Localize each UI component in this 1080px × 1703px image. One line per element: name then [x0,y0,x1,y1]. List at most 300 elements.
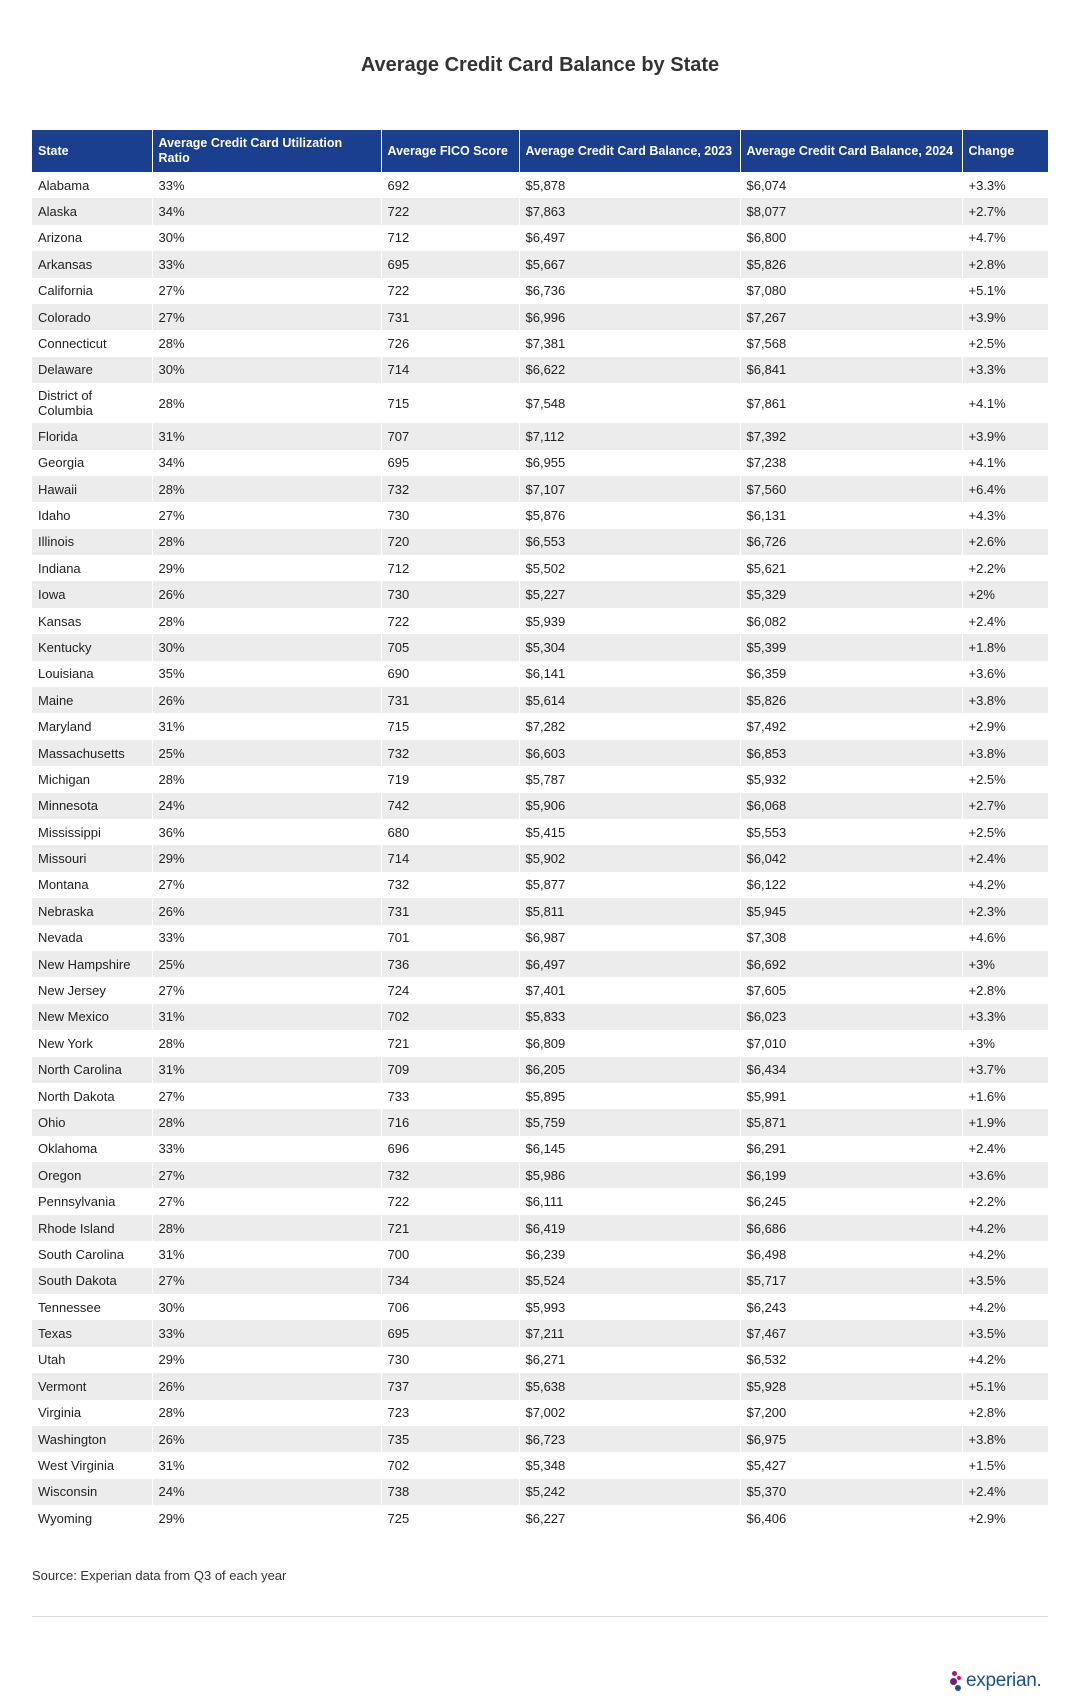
cell-fico-score: 690 [381,661,519,687]
cell-state: Wisconsin [32,1479,152,1505]
cell-balance-2024: $7,238 [740,450,962,476]
cell-balance-2024: $5,826 [740,687,962,713]
cell-balance-2024: $7,492 [740,713,962,739]
cell-balance-2024: $6,122 [740,872,962,898]
cell-balance-2024: $5,928 [740,1373,962,1399]
cell-balance-2024: $7,861 [740,383,962,423]
cell-utilization-ratio: 31% [152,713,381,739]
cell-balance-2024: $7,605 [740,977,962,1003]
cell-change: +3.8% [962,740,1048,766]
cell-balance-2023: $7,863 [519,198,740,224]
header-balance-2024: Average Credit Card Balance, 2024 [740,130,962,172]
cell-balance-2023: $7,548 [519,383,740,423]
table-row [32,819,1048,845]
cell-balance-2024: $5,871 [740,1109,962,1135]
cell-state: Connecticut [32,330,152,356]
table-row [32,529,1048,555]
cell-balance-2023: $5,227 [519,581,740,607]
cell-fico-score: 724 [381,977,519,1003]
cell-fico-score: 720 [381,529,519,555]
cell-balance-2023: $5,759 [519,1109,740,1135]
cell-utilization-ratio: 34% [152,450,381,476]
table-row [32,845,1048,871]
cell-fico-score: 700 [381,1241,519,1267]
cell-state: Delaware [32,357,152,383]
cell-fico-score: 680 [381,819,519,845]
cell-fico-score: 721 [381,1030,519,1056]
cell-utilization-ratio: 31% [152,1004,381,1030]
cell-utilization-ratio: 27% [152,1188,381,1214]
cell-change: +2.4% [968,613,1006,629]
experian-logo-text: experian. [966,1670,1042,1691]
table-row [32,357,1048,383]
cell-balance-2023: $6,553 [519,529,740,555]
cell-fico-score: 726 [381,330,519,356]
cell-state: Nevada [32,925,152,951]
cell-balance-2023: $6,111 [519,1188,740,1214]
cell-balance-2024: $5,717 [740,1268,962,1294]
table-row [32,555,1048,581]
cell-change: +3.6% [962,1162,1048,1188]
cell-balance-2023: $6,809 [519,1030,740,1056]
cell-balance-2023: $6,955 [519,450,740,476]
cell-change: +4.1% [968,455,1006,471]
table-row [32,1188,1048,1214]
cell-balance-2023: $7,002 [519,1400,740,1426]
cell-change: +2.8% [968,1405,1006,1421]
cell-state: New Mexico [32,1004,152,1030]
table-row [32,172,1048,198]
cell-state: Illinois [32,529,152,555]
cell-state: Texas [32,1320,152,1346]
cell-balance-2023: $5,502 [519,555,740,581]
cell-state: South Dakota [32,1268,152,1294]
cell-balance-2024: $7,200 [740,1400,962,1426]
cell-utilization-ratio: 27% [152,1268,381,1294]
cell-utilization-ratio: 30% [152,225,381,251]
cell-utilization-ratio: 28% [152,1109,381,1135]
header-change: Change [962,130,1048,172]
cell-utilization-ratio: 28% [152,1030,381,1056]
cell-balance-2024: $6,434 [740,1057,962,1083]
cell-change: +3.6% [968,666,1006,682]
cell-state: Kentucky [32,634,152,660]
cell-change: +2.6% [962,529,1048,555]
cell-utilization-ratio: 26% [152,581,381,607]
table-row [32,872,1048,898]
cell-state: South Carolina [32,1241,152,1267]
cell-fico-score: 732 [381,872,519,898]
cell-balance-2023: $5,348 [519,1452,740,1478]
cell-balance-2024: $6,023 [740,1004,962,1030]
cell-balance-2023: $7,112 [519,423,740,449]
cell-utilization-ratio: 27% [152,872,381,898]
cell-state: Alabama [32,172,152,198]
cell-balance-2024: $6,131 [740,502,962,528]
cell-balance-2024: $6,975 [740,1426,962,1452]
cell-fico-score: 721 [381,1215,519,1241]
page-title: Average Credit Card Balance by State [360,54,720,76]
cell-balance-2024: $6,243 [740,1294,962,1320]
cell-fico-score: 715 [381,383,519,423]
cell-change: +2% [962,581,1048,607]
cell-fico-score: 731 [381,304,519,330]
cell-balance-2023: $5,906 [519,793,740,819]
cell-change: +5.1% [962,1373,1048,1399]
cell-balance-2024: $6,359 [740,661,962,687]
cell-balance-2023: $5,878 [519,172,740,198]
cell-fico-score: 702 [381,1004,519,1030]
table-row [32,1083,1048,1109]
cell-change: +2.9% [968,1510,1006,1526]
cell-state: New Hampshire [32,951,152,977]
cell-change: +3.7% [962,1057,1048,1083]
cell-fico-score: 714 [381,845,519,871]
cell-balance-2023: $5,415 [519,819,740,845]
cell-balance-2024: $5,329 [740,581,962,607]
table-row [32,1136,1048,1162]
cell-fico-score: 742 [381,793,519,819]
cell-balance-2023: $6,227 [519,1505,740,1531]
cell-change: +3.5% [962,1320,1048,1346]
cell-utilization-ratio: 27% [152,304,381,330]
cell-balance-2023: $5,614 [519,687,740,713]
cell-change: +4.2% [968,1352,1006,1368]
cell-state: Indiana [32,555,152,581]
cell-balance-2024: $6,532 [740,1347,962,1373]
cell-state: Arizona [32,225,152,251]
cell-change: +2.8% [962,251,1048,277]
cell-state: West Virginia [32,1452,152,1478]
experian-logo-mark-icon [950,1670,964,1692]
cell-balance-2023: $5,939 [519,608,740,634]
cell-utilization-ratio: 36% [152,819,381,845]
cell-state: Maryland [32,713,152,739]
cell-utilization-ratio: 33% [152,172,381,198]
cell-change: +4.1% [968,395,1006,411]
table-row [32,502,1048,528]
cell-change: +2.9% [968,719,1006,735]
cell-utilization-ratio: 28% [152,476,381,502]
cell-balance-2024: $5,945 [740,898,962,924]
cell-change: +2.5% [968,771,1006,787]
cell-state: North Dakota [32,1083,152,1109]
table-row [32,661,1048,687]
cell-utilization-ratio: 29% [152,845,381,871]
table-row [32,450,1048,476]
cell-balance-2024: $5,826 [740,251,962,277]
cell-balance-2023: $5,986 [519,1162,740,1188]
cell-fico-score: 736 [381,951,519,977]
cell-utilization-ratio: 29% [152,1505,381,1531]
cell-state: Maine [32,687,152,713]
cell-change: +2.4% [962,1479,1048,1505]
cell-fico-score: 696 [381,1136,519,1162]
cell-change: +2.4% [962,845,1048,871]
cell-balance-2023: $5,787 [519,766,740,792]
table-row [32,1294,1048,1320]
table-row [32,793,1048,819]
table-row [32,1215,1048,1241]
table-row [32,1057,1048,1083]
cell-change: +1.8% [962,634,1048,660]
cell-balance-2023: $6,497 [519,225,740,251]
cell-change: +2.5% [968,336,1006,352]
cell-state: Rhode Island [32,1215,152,1241]
cell-state: North Carolina [32,1057,152,1083]
cell-state: Georgia [32,450,152,476]
cell-utilization-ratio: 30% [152,1294,381,1320]
cell-balance-2023: $6,419 [519,1215,740,1241]
table-row [32,1505,1048,1531]
header-utilization-ratio: Average Credit Card Utilization Ratio [152,130,381,172]
cell-balance-2024: $5,370 [740,1479,962,1505]
cell-balance-2023: $5,833 [519,1004,740,1030]
cell-change: +3.9% [962,423,1048,449]
cell-state: Virginia [32,1400,152,1426]
table-row [32,766,1048,792]
cell-balance-2023: $6,736 [519,278,740,304]
table-row [32,1030,1048,1056]
table-row [32,581,1048,607]
cell-state: Louisiana [32,661,152,687]
cell-state: New Jersey [32,977,152,1003]
table-row [32,1004,1048,1030]
table-row [32,198,1048,224]
cell-balance-2023: $5,876 [519,502,740,528]
cell-fico-score: 722 [381,1188,519,1214]
cell-utilization-ratio: 24% [152,1479,381,1505]
cell-fico-score: 712 [381,225,519,251]
table-row [32,1426,1048,1452]
cell-balance-2023: $6,622 [519,357,740,383]
cell-state: California [32,278,152,304]
cell-balance-2024: $6,841 [740,357,962,383]
cell-balance-2023: $7,401 [519,977,740,1003]
cell-state: Pennsylvania [32,1188,152,1214]
cell-balance-2023: $5,667 [519,251,740,277]
cell-change: +1.9% [962,1109,1048,1135]
table-row [32,330,1048,356]
cell-state: Massachusetts [32,740,152,766]
cell-change: +6.4% [962,476,1048,502]
cell-utilization-ratio: 31% [152,1057,381,1083]
cell-change: +2.7% [962,198,1048,224]
cell-fico-score: 701 [381,925,519,951]
cell-utilization-ratio: 30% [152,357,381,383]
cell-balance-2023: $7,282 [519,713,740,739]
cell-utilization-ratio: 33% [152,1136,381,1162]
cell-balance-2024: $6,692 [740,951,962,977]
cell-balance-2023: $6,145 [519,1136,740,1162]
table-row [32,1452,1048,1478]
cell-balance-2023: $7,107 [519,476,740,502]
cell-balance-2024: $6,068 [740,793,962,819]
cell-utilization-ratio: 28% [152,608,381,634]
cell-balance-2023: $5,242 [519,1479,740,1505]
cell-state: Florida [32,423,152,449]
cell-utilization-ratio: 33% [152,1320,381,1346]
cell-balance-2024: $7,308 [740,925,962,951]
cell-state: Tennessee [32,1294,152,1320]
cell-change: +4.6% [968,930,1006,946]
cell-fico-score: 702 [381,1452,519,1478]
cell-balance-2024: $6,498 [740,1241,962,1267]
cell-balance-2024: $6,245 [740,1188,962,1214]
table-row [32,476,1048,502]
cell-utilization-ratio: 27% [152,278,381,304]
cell-fico-score: 722 [381,198,519,224]
cell-fico-score: 716 [381,1109,519,1135]
cell-change: +2.3% [962,898,1048,924]
table-row [32,1373,1048,1399]
header-balance-2023: Average Credit Card Balance, 2023 [519,130,740,172]
cell-utilization-ratio: 33% [152,925,381,951]
table-row [32,423,1048,449]
cell-balance-2024: $7,467 [740,1320,962,1346]
cell-utilization-ratio: 31% [152,1241,381,1267]
table-row [32,951,1048,977]
cell-balance-2024: $6,853 [740,740,962,766]
cell-fico-score: 719 [381,766,519,792]
cell-balance-2023: $5,524 [519,1268,740,1294]
cell-fico-score: 723 [381,1400,519,1426]
cell-change: +1.6% [968,1088,1006,1104]
cell-fico-score: 730 [381,502,519,528]
cell-balance-2024: $5,621 [740,555,962,581]
cell-state: Iowa [32,581,152,607]
cell-state: Idaho [32,502,152,528]
cell-state: Minnesota [32,793,152,819]
table-row [32,608,1048,634]
table-row [32,687,1048,713]
cell-utilization-ratio: 24% [152,793,381,819]
cell-change: +3.8% [962,687,1048,713]
cell-state: Alaska [32,198,152,224]
cell-balance-2023: $6,723 [519,1426,740,1452]
cell-balance-2024: $6,082 [740,608,962,634]
cell-state: Montana [32,872,152,898]
cell-utilization-ratio: 28% [152,529,381,555]
cell-balance-2023: $6,205 [519,1057,740,1083]
cell-balance-2024: $5,553 [740,819,962,845]
cell-state: Michigan [32,766,152,792]
cell-change: +3.8% [962,1426,1048,1452]
cell-state: New York [32,1030,152,1056]
cell-utilization-ratio: 30% [152,634,381,660]
cell-balance-2023: $5,811 [519,898,740,924]
cell-utilization-ratio: 25% [152,951,381,977]
table-row [32,383,1048,423]
cell-utilization-ratio: 31% [152,1452,381,1478]
table-header-row [32,130,1048,172]
table-row [32,1162,1048,1188]
cell-utilization-ratio: 26% [152,1373,381,1399]
cell-balance-2024: $7,568 [740,330,962,356]
cell-balance-2024: $6,291 [740,1136,962,1162]
cell-balance-2024: $6,074 [740,172,962,198]
cell-balance-2023: $5,638 [519,1373,740,1399]
cell-fico-score: 730 [381,1347,519,1373]
cell-utilization-ratio: 26% [152,898,381,924]
cell-balance-2024: $7,560 [740,476,962,502]
cell-fico-score: 732 [381,740,519,766]
cell-balance-2024: $7,010 [740,1030,962,1056]
cell-change: +3.3% [968,177,1006,193]
cell-utilization-ratio: 31% [152,423,381,449]
cell-balance-2024: $6,042 [740,845,962,871]
cell-change: +4.2% [968,877,1006,893]
cell-change: +2.7% [962,793,1048,819]
cell-state: Ohio [32,1109,152,1135]
source-note: Source: Experian data from Q3 of each year [32,1568,287,1583]
cell-fico-score: 732 [381,476,519,502]
cell-balance-2024: $8,077 [740,198,962,224]
header-state: State [32,130,152,172]
cell-balance-2023: $7,211 [519,1320,740,1346]
cell-change: +1.5% [968,1458,1006,1474]
cell-utilization-ratio: 29% [152,555,381,581]
cell-utilization-ratio: 26% [152,1426,381,1452]
cell-change: +4.2% [968,1299,1006,1315]
cell-utilization-ratio: 26% [152,687,381,713]
cell-change: +2.2% [968,560,1006,576]
cell-fico-score: 692 [381,172,519,198]
table-row [32,1347,1048,1373]
cell-fico-score: 731 [381,687,519,713]
table-row [32,225,1048,251]
cell-balance-2024: $6,686 [740,1215,962,1241]
cell-change: +4.2% [968,1246,1006,1262]
cell-state: Vermont [32,1373,152,1399]
table-row [32,251,1048,277]
cell-state: Mississippi [32,819,152,845]
cell-balance-2024: $7,080 [740,278,962,304]
table-row [32,1109,1048,1135]
table-row [32,1479,1048,1505]
cell-change: +3.9% [962,304,1048,330]
cell-fico-score: 733 [381,1083,519,1109]
cell-fico-score: 712 [381,555,519,581]
cell-state: Missouri [32,845,152,871]
cell-state: Arkansas [32,251,152,277]
table-row [32,898,1048,924]
table-row [32,740,1048,766]
cell-fico-score: 695 [381,1320,519,1346]
cell-balance-2024: $6,726 [740,529,962,555]
table-row [32,304,1048,330]
cell-balance-2023: $6,987 [519,925,740,951]
cell-fico-score: 725 [381,1505,519,1531]
cell-utilization-ratio: 28% [152,383,381,423]
cell-utilization-ratio: 35% [152,661,381,687]
cell-balance-2023: $6,996 [519,304,740,330]
cell-balance-2024: $5,399 [740,634,962,660]
cell-balance-2023: $6,497 [519,951,740,977]
cell-fico-score: 709 [381,1057,519,1083]
cell-balance-2024: $7,392 [740,423,962,449]
cell-balance-2024: $7,267 [740,304,962,330]
table-row [32,977,1048,1003]
cell-utilization-ratio: 28% [152,1400,381,1426]
cell-change: +3.3% [962,357,1048,383]
cell-utilization-ratio: 28% [152,766,381,792]
cell-balance-2023: $5,877 [519,872,740,898]
cell-state: District of Columbia [32,383,152,423]
footer-divider [32,1616,1048,1617]
cell-fico-score: 738 [381,1479,519,1505]
cell-utilization-ratio: 28% [152,330,381,356]
